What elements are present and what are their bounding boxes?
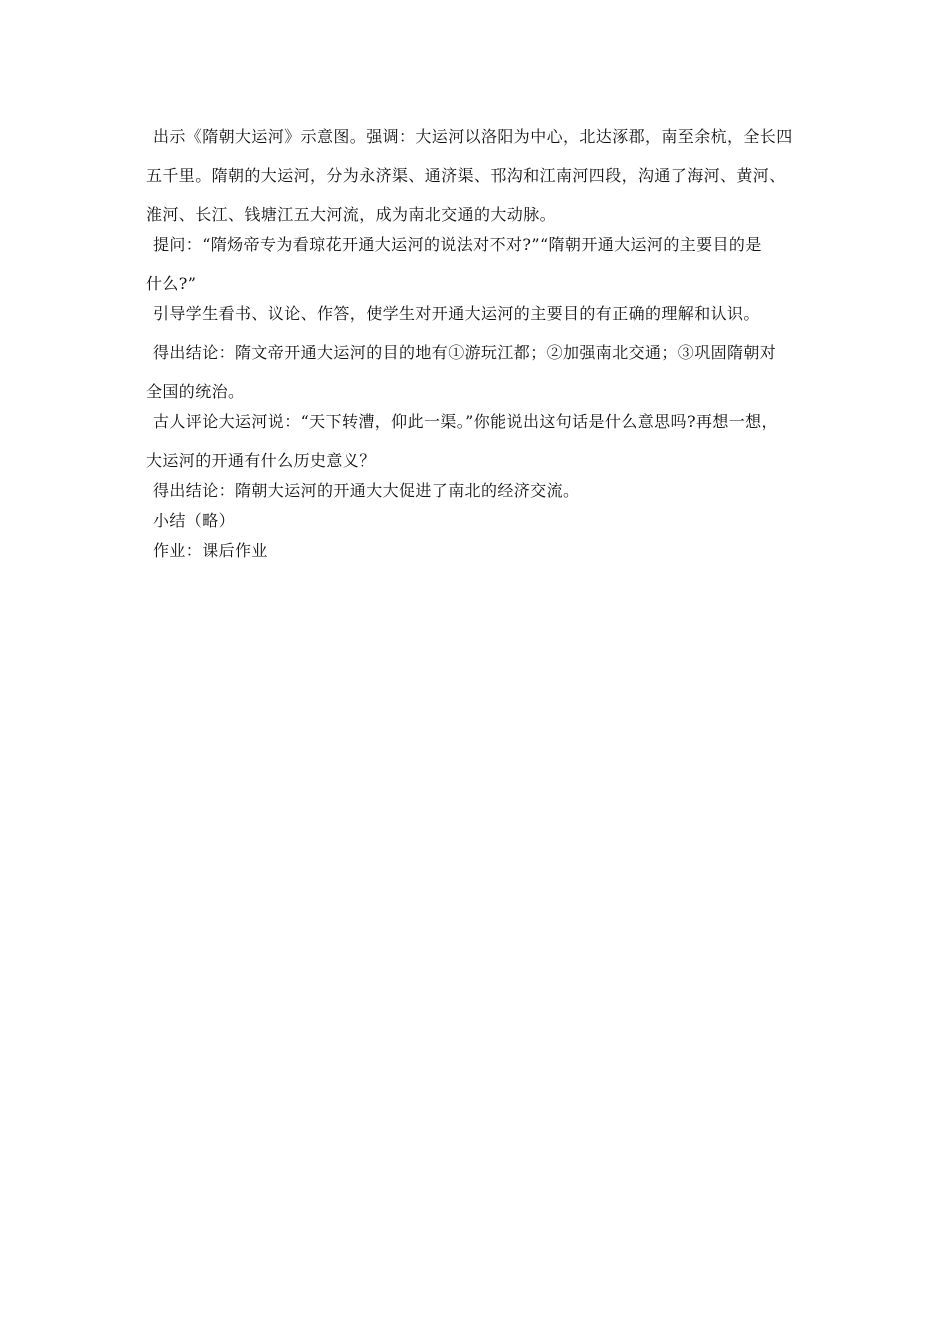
text-line: 淮河、长江、钱塘江五大河流，成为南北交通的大动脉。	[146, 205, 557, 224]
text-line: 古人评论大运河说：“天下转漕，仰此一渠。”你能说出这句话是什么意思吗?再想一想，	[153, 412, 778, 431]
text-line: 小结（略）	[153, 511, 236, 530]
paragraph-question	[146, 232, 816, 297]
paragraph-homework	[146, 538, 816, 564]
text-line: 全国的统治。	[146, 382, 245, 401]
text-line: 什么?”	[146, 274, 197, 293]
text-line: 出示《隋朝大运河》示意图。强调：大运河以洛阳为中心，北达涿郡，南至余杭，全长四	[153, 127, 793, 146]
text-line: 提问：“隋炀帝专为看琼花开通大运河的说法对不对?”“隋朝开通大运河的主要目的是	[153, 235, 762, 254]
text-line: 引导学生看书、议论、作答，使学生对开通大运河的主要目的有正确的理解和认识。	[153, 304, 760, 323]
text-line: 作业：课后作业	[153, 541, 268, 560]
paragraph-conclusion-1	[146, 340, 816, 405]
paragraph-guide	[146, 301, 816, 327]
paragraph-summary	[146, 508, 816, 534]
document-body	[146, 124, 816, 564]
paragraph-ancient-comment	[146, 409, 816, 474]
text-line: 得出结论：隋文帝开通大运河的目的地有①游玩江都；②加强南北交通；③巩固隋朝对	[153, 343, 777, 362]
text-line: 得出结论：隋朝大运河的开通大大促进了南北的经济交流。	[153, 481, 580, 500]
text-line: 五千里。隋朝的大运河，分为永济渠、通济渠、邗沟和江南河四段，沟通了海河、黄河、	[146, 166, 786, 185]
text-line: 大运河的开通有什么历史意义？	[146, 451, 376, 470]
paragraph-canal-map	[146, 124, 816, 228]
paragraph-conclusion-2	[146, 478, 816, 504]
